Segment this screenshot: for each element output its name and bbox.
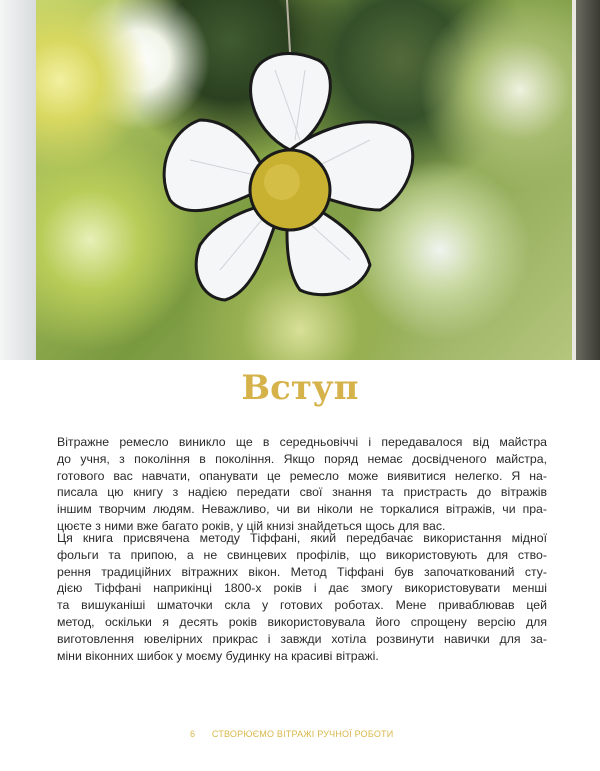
text-line: готового вас навчати, опанувати це ремесло може виявитися нелегко. Я на- xyxy=(57,468,547,483)
text-line: Вітражне ремесло виникло ще в середньовіччі і передавалося від майстра xyxy=(57,435,547,449)
stained-glass-flower-photo xyxy=(0,0,600,360)
page-title: Вступ xyxy=(241,368,359,408)
text-line: виготовлення ювелірних прикрас і завжди хотіла розвинути навички для за- xyxy=(57,631,547,646)
text-line: іншим творчим людям. Неважливо, чи ви ніколи не торкалися вітражів, чи пра- xyxy=(57,502,547,517)
text-line: дією Тіффані наприкінці 1800-х років і дає змогу використовувати менші xyxy=(57,581,547,596)
intro-paragraph-2 xyxy=(57,530,547,664)
text-line: міни віконних шибок у моєму будинку на красиві вітражі. xyxy=(57,648,379,663)
intro-paragraph-1 xyxy=(57,434,547,535)
page-number: 6 xyxy=(190,729,196,739)
text-line: метод, оскільки я десять років використовувала його спрощену версію для xyxy=(57,614,547,629)
text-line: Ця книга присвячена методу Тіффані, який передбачає використання мідної xyxy=(57,531,547,545)
text-line: рення традиційних вітражних вікон. Метод Тіффані був започаткований сту- xyxy=(57,564,547,579)
running-title: СТВОРЮЄМО ВІТРАЖІ РУЧНОЇ РОБОТИ xyxy=(211,729,394,739)
text-line: та вишуканіші шматочки скла у готових роботах. Мене приваблював цей xyxy=(57,598,547,613)
flower-illustration xyxy=(0,0,600,360)
page-footer xyxy=(190,729,407,739)
text-line: до учня, з покоління в покоління. Якщо поряд немає досвідченого майстра, xyxy=(57,451,547,466)
text-line: писала цю книгу з надією передати свої знання та пристрасть до вітражів xyxy=(57,485,547,500)
text-line: фольги та припою, а не свинцевих профілів, що використовують для ство- xyxy=(57,547,547,562)
text-line: цюєте з ними вже багато років, у цій книзі знайдеться щось для вас. xyxy=(57,518,446,533)
